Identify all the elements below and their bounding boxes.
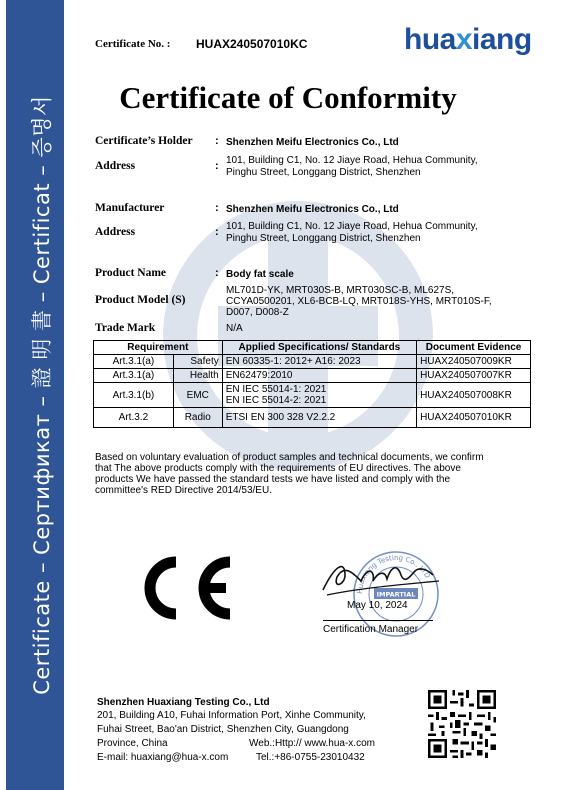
logo-part-2: x: [455, 23, 473, 56]
row-article: Art.3.2: [94, 408, 174, 428]
ce-mark-icon: [130, 548, 240, 628]
row-standard: EN 60335-1: 2012+ A16: 2023: [222, 355, 416, 369]
signature-line: [323, 620, 433, 621]
trade-mark-value: N/A: [226, 323, 243, 334]
statement-line-4: committee's RED Directive 2014/53/EU.: [95, 485, 272, 496]
holder-address-line-1: 101, Building C1, No. 12 Jiaye Road, Hehua Community,: [226, 155, 478, 166]
row-article: Art.3.1(a): [94, 369, 174, 383]
table-row: [94, 355, 531, 369]
row-standard: EN62479:2010: [222, 369, 416, 383]
product-name-value: Body fat scale: [226, 269, 294, 280]
issuer-address-line-1: 201, Building A10, Fuhai Information Port, Xinhe Community,: [97, 710, 366, 721]
conformity-statement: [95, 452, 540, 496]
row-category: Health: [173, 369, 222, 383]
issuer-email: E-mail: huaxiang@hua-x.com: [97, 752, 229, 763]
row-evidence: HUAX240507007KR: [417, 369, 531, 383]
row-evidence: HUAX240507008KR: [417, 383, 531, 408]
row-standard-2: EN IEC 55014-2: 2021: [225, 395, 327, 406]
holder-address-label: Address: [95, 160, 136, 172]
stamp-ring-text: Huaxiang Testing Co., LTD: [355, 553, 432, 595]
statement-line-2: that The above products comply with the requirements of EU directives. The above: [95, 463, 461, 474]
manufacturer-address-label: Address: [95, 226, 136, 238]
holder-label: Certificate’s Holder: [95, 135, 193, 147]
row-standard-cell: [222, 383, 416, 408]
side-banner: [6, 0, 64, 790]
statement-line-1: Based on voluntary evaluation of product samples and technical documents, we confirm: [95, 452, 484, 463]
qr-code-icon: [428, 690, 496, 758]
manufacturer-address-colon: :: [215, 226, 219, 238]
issuer-web: Web.:Http:// www.hua-x.com: [249, 738, 375, 749]
huaxiang-logo: [404, 23, 532, 57]
manufacturer-address-line-1: 101, Building C1, No. 12 Jiaye Road, Hehua Community,: [226, 221, 478, 232]
row-category: EMC: [173, 383, 222, 408]
signature-role: Certification Manager: [323, 624, 419, 635]
table-row: [94, 369, 531, 383]
header-evidence: Document Evidence: [417, 341, 531, 355]
row-category: Radio: [173, 408, 222, 428]
row-category: Safety: [173, 355, 222, 369]
issuer-address-line-2: Fuhai Street, Bao'an District, Shenzhen City, Guangdong: [97, 724, 349, 735]
row-evidence: HUAX240507009KR: [417, 355, 531, 369]
manufacturer-address-line-2: Pinghu Street, Longgang District, Shenzhen: [226, 233, 421, 244]
table-row: [94, 383, 531, 408]
logo-part-1: hua: [404, 23, 456, 56]
manufacturer-label: Manufacturer: [95, 202, 165, 214]
holder-address-colon: :: [215, 160, 219, 172]
document-title: Certificate of Conformity: [119, 80, 457, 115]
side-banner-text: Certificate – Сертификат – 證 明 書 – Certificat – 증명서: [30, 95, 54, 695]
stamp-center-text: IMPARTIAL: [376, 590, 416, 599]
holder-colon: :: [215, 135, 219, 147]
manufacturer-colon: :: [215, 202, 219, 214]
product-model-line-2: CCYA0500201, XL6-BCB-LQ, MRT018S-YHS, MRT010S-F,: [226, 296, 492, 307]
table-row: [94, 408, 531, 428]
header-standards: Applied Specifications/ Standards: [222, 341, 416, 355]
header-requirement: Requirement: [94, 341, 223, 355]
table-header-row: [94, 341, 531, 355]
row-standard: EN IEC 55014-1: 2021: [225, 384, 327, 395]
statement-line-3: products We have passed the standard tests we have listed and comply with the: [95, 474, 451, 485]
requirements-table: [93, 340, 531, 428]
row-article: Art.3.1(a): [94, 355, 174, 369]
logo-part-3: iang: [472, 23, 532, 56]
row-evidence: HUAX240507010KR: [417, 408, 531, 428]
manufacturer-value: Shenzhen Meifu Electronics Co., Ltd: [226, 204, 399, 215]
holder-value: Shenzhen Meifu Electronics Co., Ltd: [226, 137, 399, 148]
product-name-colon: :: [215, 267, 219, 279]
issuer-address-line-3: Province, China: [97, 738, 168, 749]
row-standard: ETSI EN 300 328 V2.2.2: [222, 408, 416, 428]
issuer-phone: Tel.:+86-0755-23010432: [256, 752, 365, 763]
certificate-number-value: HUAX240507010KC: [196, 37, 308, 51]
product-model-line-1: ML701D-YK, MRT030S-B, MRT030SC-B, ML627S,: [226, 285, 455, 296]
product-model-label: Product Model (S): [95, 294, 186, 306]
product-name-label: Product Name: [95, 267, 167, 279]
signature-date: May 10, 2024: [347, 600, 408, 611]
holder-address-line-2: Pinghu Street, Longgang District, Shenzhen: [226, 167, 421, 178]
trade-mark-label: Trade Mark: [95, 322, 156, 334]
certificate-number-label: Certificate No. :: [95, 38, 171, 50]
product-model-line-3: D007, D008-Z: [226, 307, 289, 318]
row-article: Art.3.1(b): [94, 383, 174, 408]
issuer-name: Shenzhen Huaxiang Testing Co., Ltd: [97, 697, 270, 708]
